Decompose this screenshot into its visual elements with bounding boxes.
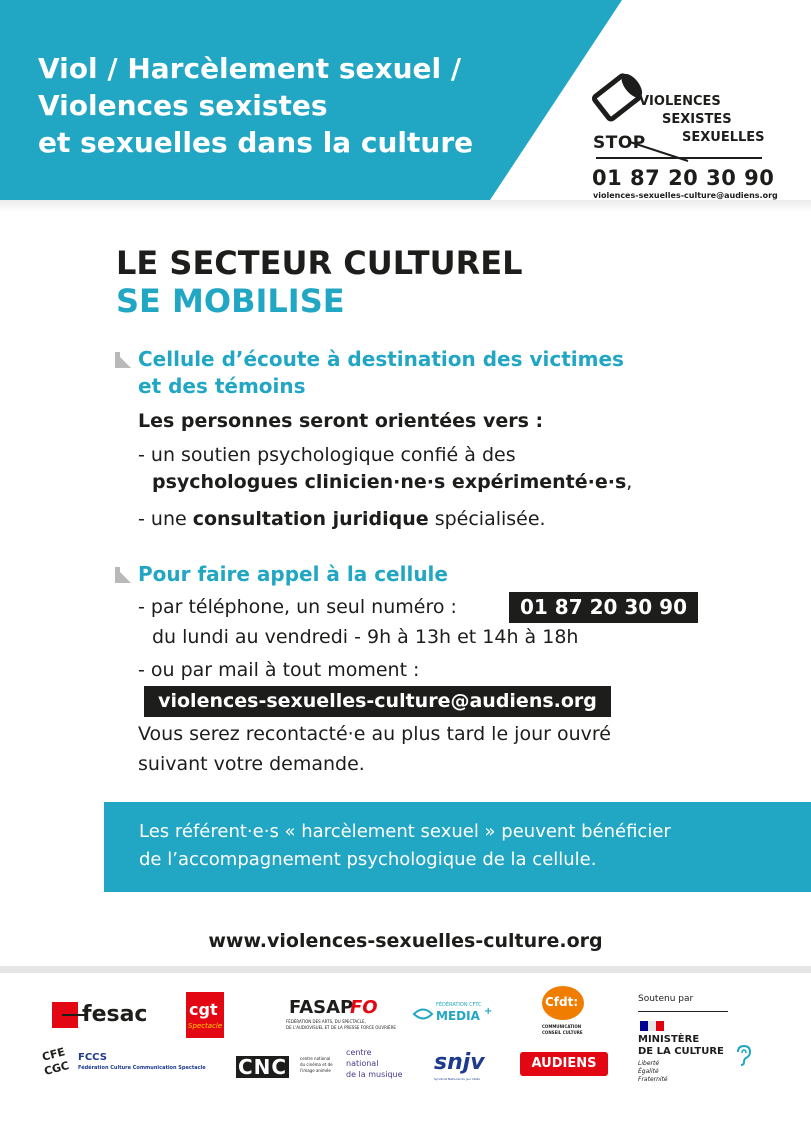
section-listening-item-2 <box>138 506 546 533</box>
banner-title-line-2: Violences sexistes <box>38 89 328 122</box>
snjv-logo <box>434 1050 494 1082</box>
mail-label: - ou par mail à tout moment : <box>138 659 420 681</box>
banner-shadow <box>0 200 811 212</box>
opening-hours: du lundi au vendredi - 9h à 13h et 14h à 18h <box>152 626 579 648</box>
snjv-sub: Syndicat National du Jeu Vidéo <box>434 1077 481 1081</box>
banner-title-line-3: et sexuelles dans la culture <box>38 126 474 159</box>
cfdt-sub-1: COMMUNICATION <box>542 1024 582 1029</box>
cnc-sub-1: centre national <box>300 1056 331 1061</box>
cnm-line-3: de la musique <box>346 1070 403 1079</box>
audiens-logo <box>520 1052 608 1076</box>
media-label: MEDIA <box>436 1009 480 1023</box>
callout-line-1: Les référent·e·s « harcèlement sexuel » peuvent bénéficier <box>139 821 671 842</box>
logo-word-sexistes: SEXISTES <box>662 112 732 127</box>
stop-violences-logo <box>590 64 778 200</box>
banner-title-line-1: Viol / Harcèlement sexuel / <box>38 52 462 85</box>
devise-1: Liberté <box>638 1060 660 1067</box>
audiens-label: AUDIENS <box>531 1056 597 1071</box>
cnc-sub-2: du cinéma et de <box>300 1062 333 1067</box>
soutenu-label: Soutenu par <box>638 994 694 1004</box>
section-listening-title-line-2: et des témoins <box>138 374 306 398</box>
cnc-label: CNC <box>238 1055 288 1079</box>
devise-2: Égalité <box>638 1068 659 1075</box>
section-listening-title <box>138 346 624 400</box>
section-listening-title-line-1: Cellule d’écoute à destination des victimes <box>138 347 624 371</box>
fesac-label: fesac <box>82 1002 148 1027</box>
callout-text <box>139 818 671 874</box>
logo-word-stop: STOP <box>593 133 646 153</box>
main-heading <box>116 244 523 320</box>
ministere-culture-logo <box>638 994 798 1084</box>
ear-accessibility-icon <box>734 1044 752 1066</box>
section-listening-intro: Les personnes seront orientées vers : <box>138 410 544 432</box>
f3c-label: FÉDÉRATION CFTC <box>436 1002 482 1008</box>
logo-phone: 01 87 20 30 90 <box>592 166 775 190</box>
main-heading-line-2: SE MOBILISE <box>116 282 345 320</box>
footer-divider <box>0 966 811 973</box>
cgt-logo <box>186 992 224 1038</box>
callback-note-line-1: Vous serez recontacté·e au plus tard le jour ouvré <box>138 723 611 745</box>
fccs-sub: Fédération Culture Communication Spectacle <box>78 1065 206 1071</box>
cgt-sub: Spectacle <box>188 1022 223 1030</box>
flag-red <box>656 1021 664 1031</box>
section-contact-title: Pour faire appel à la cellule <box>138 562 448 586</box>
bullet-arrow-icon <box>115 352 131 368</box>
fasap-fo-label: FO <box>350 997 378 1018</box>
ministere-line-1: MINISTÈRE <box>638 1034 700 1045</box>
snjv-label: snjv <box>434 1050 485 1075</box>
flag-blue <box>640 1021 648 1031</box>
logo-email: violences-sexuelles-culture@audiens.org <box>593 191 778 200</box>
logo-word-sexuelles: SEXUELLES <box>682 130 765 145</box>
section-listening-item-1: - un soutien psychologique confié à des <box>138 444 516 466</box>
item-2-prefix: - une <box>138 508 193 530</box>
logo-word-violences: VIOLENCES <box>639 94 721 109</box>
fccs-label: FCCS <box>78 1052 107 1063</box>
cfdt-logo <box>540 986 590 1042</box>
f3c-wing-icon <box>412 1005 434 1023</box>
fasap-label: FASAP <box>289 997 354 1018</box>
phone-label: - par téléphone, un seul numéro : <box>138 596 457 618</box>
cfdt-sub-2: CONSEIL CULTURE <box>542 1030 583 1035</box>
cfe-label: CFE <box>40 1045 67 1064</box>
cnm-logo <box>346 1048 412 1084</box>
bullet-arrow-icon <box>115 567 131 583</box>
cgt-label: cgt <box>189 1000 218 1019</box>
cfdt-label: Cfdt: <box>545 995 579 1009</box>
cnm-line-2: national <box>346 1059 379 1068</box>
ministere-line-2: DE LA CULTURE <box>638 1046 724 1057</box>
main-heading-line-1: LE SECTEUR CULTUREL <box>116 244 523 282</box>
fasap-sub-1: FÉDÉRATION DES ARTS, DU SPECTACLE, <box>286 1019 366 1024</box>
fesac-logo <box>52 1002 148 1030</box>
referents-callout <box>104 802 811 892</box>
fasap-sub-2: DE L'AUDIOVISUEL ET DE LA PRESSE FORCE OUVRIÈRE <box>286 1025 396 1030</box>
website-link[interactable]: www.violences-sexuelles-culture.org <box>208 930 603 952</box>
email-address-badge[interactable]: violences-sexuelles-culture@audiens.org <box>144 686 611 717</box>
legal-consultation-text: consultation juridique <box>192 508 429 530</box>
cfe-cgc-fccs-logo <box>40 1045 206 1082</box>
f3c-cftc-logo <box>412 1002 492 1028</box>
cnm-line-1: centre <box>346 1048 372 1057</box>
cnc-sub-3: l'image animée <box>300 1068 331 1073</box>
cgc-label: CGC <box>42 1058 71 1079</box>
callback-note-line-2: suivant votre demande. <box>138 753 365 775</box>
devise-3: Fraternité <box>638 1076 668 1083</box>
soutenu-rule <box>638 1011 728 1012</box>
logo-underline <box>596 157 762 159</box>
callout-line-2: de l’accompagnement psychologique de la cellule. <box>139 849 597 870</box>
banner-title <box>38 50 473 161</box>
media-plus-icon: + <box>484 1006 493 1017</box>
phone-number-badge[interactable]: 01 87 20 30 90 <box>509 592 698 623</box>
comma: , <box>626 471 633 493</box>
item-2-suffix: spécialisée. <box>428 508 546 530</box>
fasap-fo-logo <box>286 997 396 1033</box>
psychologists-text: psychologues clinicien·ne·s expérimenté·e·s <box>152 471 627 493</box>
cnc-logo <box>236 1056 336 1080</box>
section-listening-item-1-cont <box>152 469 632 496</box>
flag-white <box>648 1021 656 1031</box>
